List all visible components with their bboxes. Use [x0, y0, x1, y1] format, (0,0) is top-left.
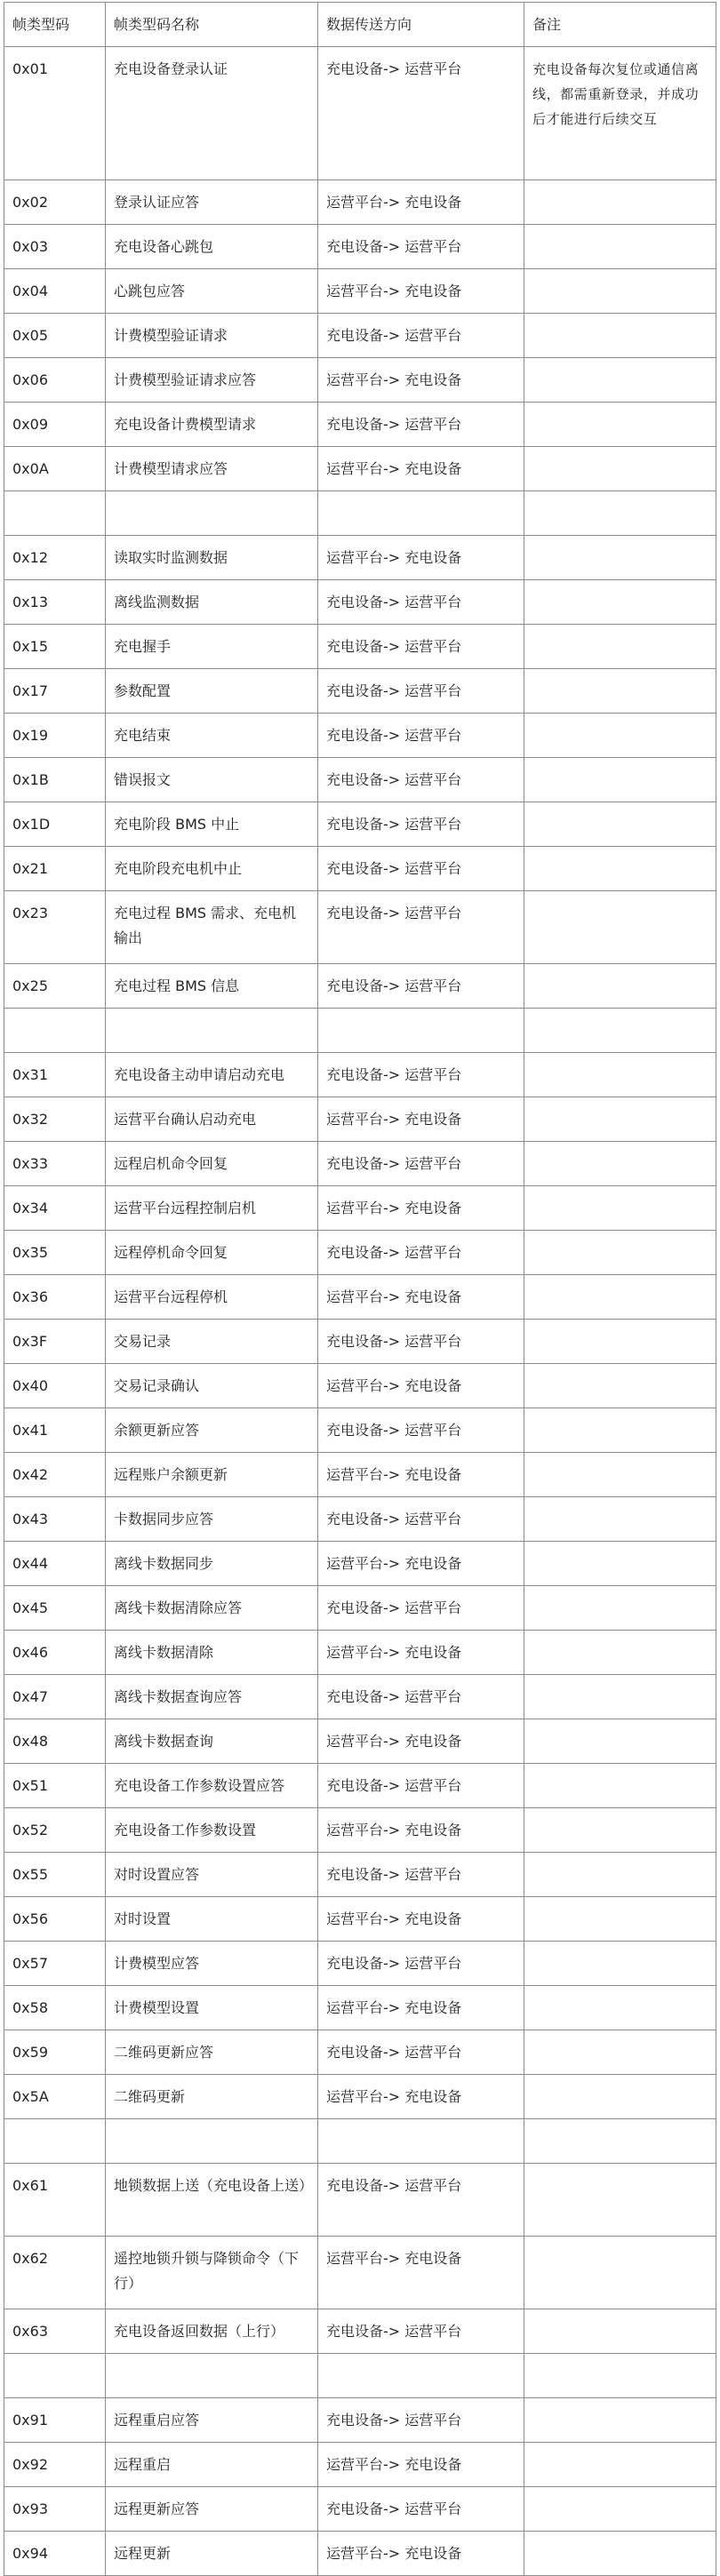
direction-cell: 运营平台-> 充电设备: [318, 1719, 524, 1764]
frame-code-cell: 0x02: [4, 180, 106, 225]
direction-cell: 运营平台-> 充电设备: [318, 358, 524, 403]
direction-cell: 充电设备-> 运营平台: [318, 2164, 524, 2237]
table-row: [4, 2030, 716, 2075]
table-row: [4, 2164, 716, 2237]
direction-cell: 充电设备-> 运营平台: [318, 1142, 524, 1186]
table-row: [4, 1320, 716, 1364]
remark-cell: [524, 536, 716, 580]
frame-name-cell: 远程更新: [106, 2532, 318, 2576]
direction-cell: 充电设备-> 运营平台: [318, 1053, 524, 1097]
frame-name-cell: 计费模型请求应答: [106, 447, 318, 491]
direction-cell: 运营平台-> 充电设备: [318, 2075, 524, 2119]
table-row: [4, 1275, 716, 1320]
direction-cell: 运营平台-> 充电设备: [318, 180, 524, 225]
table-row: [4, 2398, 716, 2443]
table-row: [4, 180, 716, 225]
frame-code-cell: 0x21: [4, 847, 106, 891]
remark-cell: [524, 2354, 716, 2398]
frame-code-cell: 0x45: [4, 1586, 106, 1631]
frame-name-cell: 读取实时监测数据: [106, 536, 318, 580]
table-row: [4, 491, 716, 536]
table-row: [4, 1453, 716, 1497]
table-row: [4, 802, 716, 847]
frame-name-cell: 充电设备工作参数设置应答: [106, 1764, 318, 1808]
frame-type-table: [4, 2, 716, 2576]
frame-name-cell: 远程停机命令回复: [106, 1231, 318, 1275]
header-frame-code: 帧类型码: [4, 3, 106, 47]
frame-code-cell: 0x55: [4, 1853, 106, 1897]
direction-cell: 运营平台-> 充电设备: [318, 1364, 524, 1408]
table-row: [4, 669, 716, 714]
remark-cell: [524, 314, 716, 358]
frame-name-cell: 登录认证应答: [106, 180, 318, 225]
frame-name-cell: 离线卡数据清除应答: [106, 1586, 318, 1631]
frame-code-cell: 0x0A: [4, 447, 106, 491]
table-row: [4, 1231, 716, 1275]
frame-code-cell: 0x15: [4, 625, 106, 669]
table-row: [4, 1053, 716, 1097]
frame-name-cell: 充电设备主动申请启动充电: [106, 1053, 318, 1097]
direction-cell: 充电设备-> 运营平台: [318, 225, 524, 269]
frame-code-cell: [4, 2119, 106, 2164]
table-row: [4, 403, 716, 447]
remark-cell: [524, 447, 716, 491]
frame-name-cell: 计费模型验证请求: [106, 314, 318, 358]
frame-code-cell: 0x25: [4, 964, 106, 1009]
remark-cell: [524, 2532, 716, 2576]
remark-cell: [524, 1719, 716, 1764]
table-row: [4, 2309, 716, 2354]
frame-name-cell: 心跳包应答: [106, 269, 318, 314]
direction-cell: 充电设备-> 运营平台: [318, 1675, 524, 1719]
table-row: [4, 625, 716, 669]
direction-cell: 充电设备-> 运营平台: [318, 1853, 524, 1897]
direction-cell: [318, 491, 524, 536]
direction-cell: 充电设备-> 运营平台: [318, 891, 524, 964]
direction-cell: 运营平台-> 充电设备: [318, 1186, 524, 1231]
frame-code-cell: 0x51: [4, 1764, 106, 1808]
frame-name-cell: 充电设备心跳包: [106, 225, 318, 269]
frame-name-cell: 运营平台确认启动充电: [106, 1097, 318, 1142]
frame-code-cell: 0x3F: [4, 1320, 106, 1364]
remark-cell: [524, 1364, 716, 1408]
remark-cell: [524, 802, 716, 847]
table-header-row: [4, 3, 716, 47]
frame-code-cell: 0x05: [4, 314, 106, 358]
direction-cell: 运营平台-> 充电设备: [318, 536, 524, 580]
table-row: [4, 1497, 716, 1542]
frame-code-cell: 0x5A: [4, 2075, 106, 2119]
direction-cell: 充电设备-> 运营平台: [318, 625, 524, 669]
direction-cell: 充电设备-> 运营平台: [318, 669, 524, 714]
table-row: [4, 891, 716, 964]
remark-cell: [524, 2030, 716, 2075]
table-row: [4, 2075, 716, 2119]
remark-cell: 充电设备每次复位或通信离线，都需重新登录，并成功后才能进行后续交互: [524, 47, 716, 180]
header-direction: 数据传送方向: [318, 3, 524, 47]
frame-name-cell: 参数配置: [106, 669, 318, 714]
direction-cell: 充电设备-> 运营平台: [318, 2487, 524, 2532]
table-row: [4, 1542, 716, 1586]
frame-name-cell: 充电设备登录认证: [106, 47, 318, 180]
table-row: [4, 2119, 716, 2164]
table-row: [4, 1675, 716, 1719]
remark-cell: [524, 1009, 716, 1053]
frame-code-cell: 0x46: [4, 1631, 106, 1675]
table-row: [4, 1942, 716, 1986]
frame-name-cell: 运营平台远程控制启机: [106, 1186, 318, 1231]
table-row: [4, 2443, 716, 2487]
frame-code-cell: 0x33: [4, 1142, 106, 1186]
remark-cell: [524, 758, 716, 802]
frame-code-cell: 0x34: [4, 1186, 106, 1231]
remark-cell: [524, 891, 716, 964]
direction-cell: 运营平台-> 充电设备: [318, 1097, 524, 1142]
table-row: [4, 1764, 716, 1808]
table-row: [4, 2354, 716, 2398]
remark-cell: [524, 1408, 716, 1453]
direction-cell: 充电设备-> 运营平台: [318, 802, 524, 847]
remark-cell: [524, 1231, 716, 1275]
frame-code-cell: 0x1D: [4, 802, 106, 847]
remark-cell: [524, 1497, 716, 1542]
table-row: [4, 964, 716, 1009]
direction-cell: 运营平台-> 充电设备: [318, 1808, 524, 1853]
direction-cell: 运营平台-> 充电设备: [318, 1275, 524, 1320]
direction-cell: 充电设备-> 运营平台: [318, 47, 524, 180]
table-row: [4, 1853, 716, 1897]
direction-cell: 充电设备-> 运营平台: [318, 580, 524, 625]
table-row: [4, 2237, 716, 2309]
remark-cell: [524, 2237, 716, 2309]
table-row: [4, 1364, 716, 1408]
table-row: [4, 1897, 716, 1942]
frame-name-cell: 远程账户余额更新: [106, 1453, 318, 1497]
frame-name-cell: 远程重启: [106, 2443, 318, 2487]
frame-code-cell: 0x19: [4, 714, 106, 758]
remark-cell: [524, 1986, 716, 2030]
table-row: [4, 47, 716, 180]
remark-cell: [524, 847, 716, 891]
frame-name-cell: [106, 1009, 318, 1053]
frame-name-cell: 充电阶段充电机中止: [106, 847, 318, 891]
table-row: [4, 225, 716, 269]
frame-name-cell: 充电结束: [106, 714, 318, 758]
remark-cell: [524, 1586, 716, 1631]
frame-name-cell: 二维码更新应答: [106, 2030, 318, 2075]
remark-cell: [524, 964, 716, 1009]
remark-cell: [524, 491, 716, 536]
remark-cell: [524, 1186, 716, 1231]
frame-name-cell: 卡数据同步应答: [106, 1497, 318, 1542]
frame-name-cell: 充电过程 BMS 信息: [106, 964, 318, 1009]
frame-code-cell: 0x12: [4, 536, 106, 580]
remark-cell: [524, 1453, 716, 1497]
table-row: [4, 1586, 716, 1631]
frame-name-cell: 远程更新应答: [106, 2487, 318, 2532]
frame-code-cell: 0x56: [4, 1897, 106, 1942]
frame-code-cell: 0x01: [4, 47, 106, 180]
remark-cell: [524, 2075, 716, 2119]
table-row: [4, 447, 716, 491]
table-row: [4, 1186, 716, 1231]
frame-code-cell: [4, 491, 106, 536]
frame-name-cell: [106, 2354, 318, 2398]
remark-cell: [524, 225, 716, 269]
frame-code-cell: 0x32: [4, 1097, 106, 1142]
frame-code-cell: 0x36: [4, 1275, 106, 1320]
frame-code-cell: 0x44: [4, 1542, 106, 1586]
frame-code-cell: 0x47: [4, 1675, 106, 1719]
remark-cell: [524, 1897, 716, 1942]
frame-name-cell: 远程重启应答: [106, 2398, 318, 2443]
frame-code-cell: 0x58: [4, 1986, 106, 2030]
table-row: [4, 358, 716, 403]
frame-code-cell: 0x09: [4, 403, 106, 447]
frame-code-cell: 0x93: [4, 2487, 106, 2532]
frame-name-cell: 充电握手: [106, 625, 318, 669]
table-row: [4, 536, 716, 580]
direction-cell: 充电设备-> 运营平台: [318, 1497, 524, 1542]
remark-cell: [524, 625, 716, 669]
direction-cell: 充电设备-> 运营平台: [318, 403, 524, 447]
remark-cell: [524, 1808, 716, 1853]
direction-cell: 运营平台-> 充电设备: [318, 447, 524, 491]
remark-cell: [524, 2309, 716, 2354]
remark-cell: [524, 580, 716, 625]
direction-cell: 充电设备-> 运营平台: [318, 714, 524, 758]
table-body: [4, 47, 716, 2576]
direction-cell: 充电设备-> 运营平台: [318, 2309, 524, 2354]
frame-name-cell: 交易记录: [106, 1320, 318, 1364]
direction-cell: 充电设备-> 运营平台: [318, 2398, 524, 2443]
frame-name-cell: 离线卡数据查询应答: [106, 1675, 318, 1719]
frame-code-cell: 0x62: [4, 2237, 106, 2309]
frame-name-cell: [106, 2119, 318, 2164]
remark-cell: [524, 1675, 716, 1719]
frame-name-cell: 计费模型验证请求应答: [106, 358, 318, 403]
direction-cell: [318, 2119, 524, 2164]
direction-cell: 充电设备-> 运营平台: [318, 1586, 524, 1631]
frame-code-cell: 0x35: [4, 1231, 106, 1275]
frame-name-cell: 地锁数据上送（充电设备上送）: [106, 2164, 318, 2237]
direction-cell: [318, 2354, 524, 2398]
frame-code-cell: [4, 1009, 106, 1053]
direction-cell: 运营平台-> 充电设备: [318, 1986, 524, 2030]
frame-code-cell: 0x42: [4, 1453, 106, 1497]
direction-cell: 运营平台-> 充电设备: [318, 2443, 524, 2487]
table-row: [4, 580, 716, 625]
frame-name-cell: 余额更新应答: [106, 1408, 318, 1453]
remark-cell: [524, 1053, 716, 1097]
remark-cell: [524, 1764, 716, 1808]
frame-name-cell: 计费模型应答: [106, 1942, 318, 1986]
direction-cell: 充电设备-> 运营平台: [318, 758, 524, 802]
frame-name-cell: 离线卡数据查询: [106, 1719, 318, 1764]
frame-code-cell: 0x63: [4, 2309, 106, 2354]
table-row: [4, 1408, 716, 1453]
remark-cell: [524, 1320, 716, 1364]
remark-cell: [524, 714, 716, 758]
direction-cell: 充电设备-> 运营平台: [318, 314, 524, 358]
frame-code-cell: 0x43: [4, 1497, 106, 1542]
frame-code-cell: 0x61: [4, 2164, 106, 2237]
remark-cell: [524, 1631, 716, 1675]
table-row: [4, 2532, 716, 2576]
table-row: [4, 314, 716, 358]
header-remark: 备注: [524, 3, 716, 47]
remark-cell: [524, 669, 716, 714]
header-frame-name: 帧类型码名称: [106, 3, 318, 47]
remark-cell: [524, 1542, 716, 1586]
frame-code-cell: 0x31: [4, 1053, 106, 1097]
frame-name-cell: 充电阶段 BMS 中止: [106, 802, 318, 847]
frame-name-cell: 错误报文: [106, 758, 318, 802]
direction-cell: 运营平台-> 充电设备: [318, 1631, 524, 1675]
frame-code-cell: 0x23: [4, 891, 106, 964]
remark-cell: [524, 358, 716, 403]
frame-code-cell: 0x41: [4, 1408, 106, 1453]
direction-cell: 运营平台-> 充电设备: [318, 269, 524, 314]
table-row: [4, 1719, 716, 1764]
table-row: [4, 269, 716, 314]
remark-cell: [524, 1275, 716, 1320]
frame-name-cell: 对时设置: [106, 1897, 318, 1942]
frame-name-cell: 二维码更新: [106, 2075, 318, 2119]
frame-name-cell: 对时设置应答: [106, 1853, 318, 1897]
remark-cell: [524, 403, 716, 447]
remark-cell: [524, 1142, 716, 1186]
remark-cell: [524, 2487, 716, 2532]
frame-code-cell: [4, 2354, 106, 2398]
frame-name-cell: 离线卡数据清除: [106, 1631, 318, 1675]
remark-cell: [524, 1942, 716, 1986]
remark-cell: [524, 1097, 716, 1142]
frame-code-cell: 0x52: [4, 1808, 106, 1853]
frame-name-cell: 运营平台远程停机: [106, 1275, 318, 1320]
frame-name-cell: 离线卡数据同步: [106, 1542, 318, 1586]
frame-code-cell: 0x40: [4, 1364, 106, 1408]
frame-code-cell: 0x59: [4, 2030, 106, 2075]
frame-code-cell: 0x04: [4, 269, 106, 314]
frame-code-cell: 0x17: [4, 669, 106, 714]
frame-code-cell: 0x57: [4, 1942, 106, 1986]
direction-cell: 运营平台-> 充电设备: [318, 2532, 524, 2576]
table-row: [4, 1142, 716, 1186]
direction-cell: 运营平台-> 充电设备: [318, 1453, 524, 1497]
direction-cell: 充电设备-> 运营平台: [318, 1764, 524, 1808]
frame-name-cell: 充电设备返回数据（上行）: [106, 2309, 318, 2354]
frame-code-cell: 0x48: [4, 1719, 106, 1764]
table-row: [4, 2487, 716, 2532]
frame-name-cell: 充电设备工作参数设置: [106, 1808, 318, 1853]
frame-name-cell: [106, 491, 318, 536]
frame-name-cell: 交易记录确认: [106, 1364, 318, 1408]
direction-cell: 充电设备-> 运营平台: [318, 1231, 524, 1275]
frame-code-cell: 0x91: [4, 2398, 106, 2443]
direction-cell: 充电设备-> 运营平台: [318, 964, 524, 1009]
direction-cell: 充电设备-> 运营平台: [318, 2030, 524, 2075]
remark-cell: [524, 2398, 716, 2443]
table-row: [4, 1808, 716, 1853]
frame-name-cell: 充电过程 BMS 需求、充电机输出: [106, 891, 318, 964]
table-row: [4, 1986, 716, 2030]
remark-cell: [524, 2164, 716, 2237]
remark-cell: [524, 2119, 716, 2164]
frame-name-cell: 离线监测数据: [106, 580, 318, 625]
direction-cell: 充电设备-> 运营平台: [318, 1408, 524, 1453]
table-row: [4, 1631, 716, 1675]
direction-cell: 充电设备-> 运营平台: [318, 1942, 524, 1986]
direction-cell: 运营平台-> 充电设备: [318, 1542, 524, 1586]
frame-name-cell: 计费模型设置: [106, 1986, 318, 2030]
frame-code-cell: 0x13: [4, 580, 106, 625]
frame-code-cell: 0x92: [4, 2443, 106, 2487]
remark-cell: [524, 2443, 716, 2487]
direction-cell: 充电设备-> 运营平台: [318, 1320, 524, 1364]
table-row: [4, 1097, 716, 1142]
frame-code-cell: 0x06: [4, 358, 106, 403]
frame-name-cell: 远程启机命令回复: [106, 1142, 318, 1186]
table-row: [4, 758, 716, 802]
table-row: [4, 714, 716, 758]
direction-cell: 充电设备-> 运营平台: [318, 847, 524, 891]
table-row: [4, 847, 716, 891]
direction-cell: [318, 1009, 524, 1053]
frame-name-cell: 充电设备计费模型请求: [106, 403, 318, 447]
table-row: [4, 1009, 716, 1053]
direction-cell: 运营平台-> 充电设备: [318, 2237, 524, 2309]
frame-code-cell: 0x94: [4, 2532, 106, 2576]
remark-cell: [524, 269, 716, 314]
frame-name-cell: 遥控地锁升锁与降锁命令（下行）: [106, 2237, 318, 2309]
frame-code-cell: 0x03: [4, 225, 106, 269]
remark-cell: [524, 180, 716, 225]
remark-cell: [524, 1853, 716, 1897]
direction-cell: 运营平台-> 充电设备: [318, 1897, 524, 1942]
frame-code-cell: 0x1B: [4, 758, 106, 802]
